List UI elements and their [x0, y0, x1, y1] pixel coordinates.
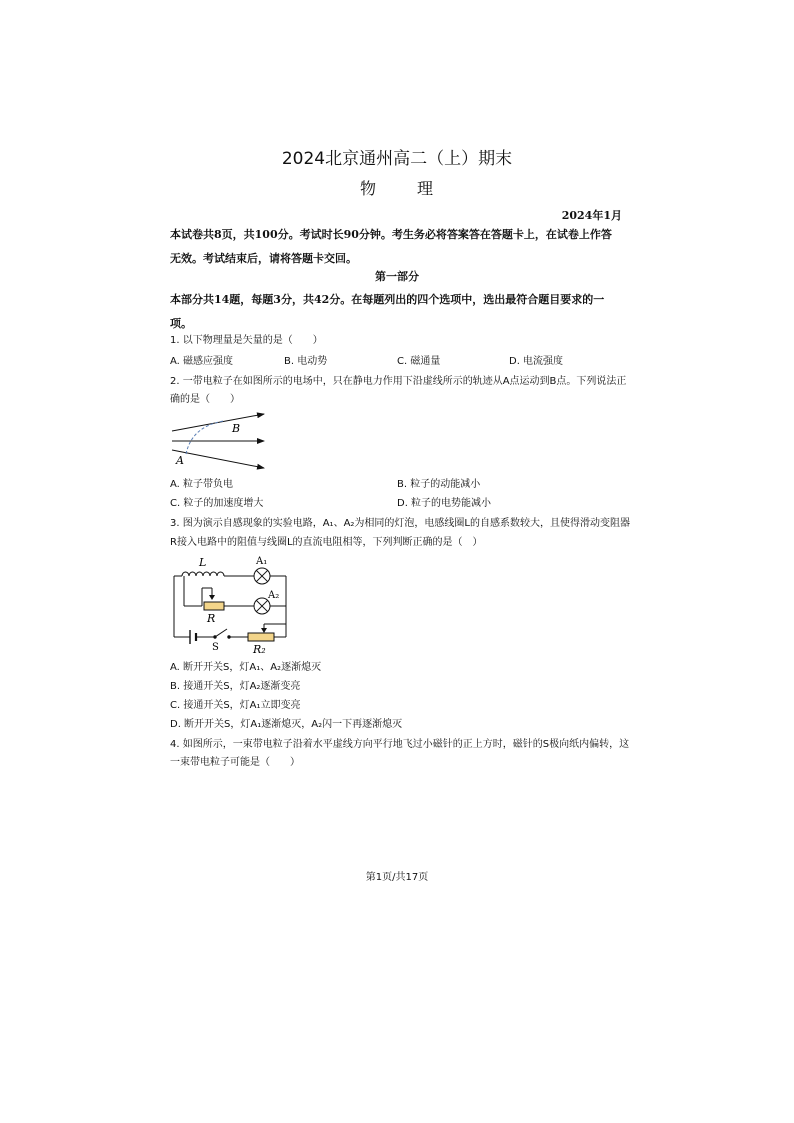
q2-electric-field-figure [168, 408, 272, 470]
part-title: 第一部分 [375, 270, 419, 283]
instructions-line-1: 本试卷共8页，共100分。考试时长90分钟。考生务必将答案答在答题卡上，在试卷上作答 [170, 228, 612, 241]
switch-s [215, 629, 227, 637]
q1-option-b: B. 电动势 [284, 356, 328, 367]
subject-char-2: 理 [417, 179, 435, 198]
rheostat-r2 [248, 633, 274, 641]
label-s: S [212, 642, 219, 653]
subject-char-1: 物 [359, 179, 377, 198]
point-b-label: B [232, 422, 241, 435]
instructions-line-2: 无效。考试结束后，请将答题卡交回。 [170, 252, 357, 265]
q2-stem-line-2: 确的是（ ） [170, 394, 240, 405]
q3-circuit-diagram [168, 552, 292, 656]
q4-stem-line-1: 4. 如图所示，一束带电粒子沿着水平虚线方向平行地飞过小磁针的正上方时，磁针的S极向纸内偏转，这 [170, 739, 630, 750]
label-l: L [199, 556, 207, 569]
q3-option-b: B. 接通开关S，灯A₂逐渐变亮 [170, 681, 301, 692]
q2-option-a: A. 粒子带负电 [170, 479, 234, 490]
subject-title [0, 176, 794, 199]
label-r2: R₂ [253, 643, 266, 656]
q1-option-a: A. 磁感应强度 [170, 356, 234, 367]
q3-option-a: A. 断开开关S，灯A₁、A₂逐渐熄灭 [170, 662, 322, 673]
q2-option-b: B. 粒子的动能减小 [397, 479, 481, 490]
exam-date: 2024年1月 [561, 209, 622, 222]
part-desc-line-1: 本部分共14题，每题3分，共42分。在每题列出的四个选项中，选出最符合题目要求的一 [170, 293, 605, 306]
q3-option-c: C. 接通开关S，灯A₁立即变亮 [170, 700, 301, 711]
q4-stem-line-2: 一束带电粒子可能是（ ） [170, 757, 300, 768]
q1-stem: 1. 以下物理量是矢量的是（ ） [170, 335, 323, 346]
page-footer: 第1页/共17页 [365, 872, 429, 883]
page-title: 2024北京通州高二（上）期末 [281, 149, 513, 169]
label-a1: A₁ [256, 556, 268, 567]
part-description [170, 288, 604, 336]
inductor-coil [182, 572, 224, 576]
q3-option-d: D. 断开开关S，灯A₁逐渐熄灭，A₂闪一下再逐渐熄灭 [170, 719, 403, 730]
q2-option-d: D. 粒子的电势能减小 [397, 498, 492, 509]
part-desc-line-2: 项。 [170, 317, 192, 330]
q3-stem-line-1: 3. 图为演示自感现象的实验电路，A₁、A₂为相同的灯泡，电感线圈L的自感系数较大，且使得滑动变阻器 [170, 518, 630, 529]
instructions [170, 223, 612, 271]
q3-stem-line-2: R接入电路中的阻值与线圈L的直流电阻相等，下列判断正确的是（ ） [170, 537, 483, 548]
rheostat-r [204, 602, 224, 610]
q2-stem-line-1: 2. 一带电粒子在如图所示的电场中，只在静电力作用下沿虚线所示的轨迹从A点运动到B点。下列说法正 [170, 376, 627, 387]
q1-option-c: C. 磁通量 [397, 356, 441, 367]
q2-option-c: C. 粒子的加速度增大 [170, 498, 264, 509]
q1-option-d: D. 电流强度 [509, 356, 564, 367]
point-a-label: A [176, 454, 184, 467]
particle-trajectory [186, 421, 224, 454]
label-r: R [207, 612, 216, 625]
label-a2: A₂ [268, 590, 280, 601]
